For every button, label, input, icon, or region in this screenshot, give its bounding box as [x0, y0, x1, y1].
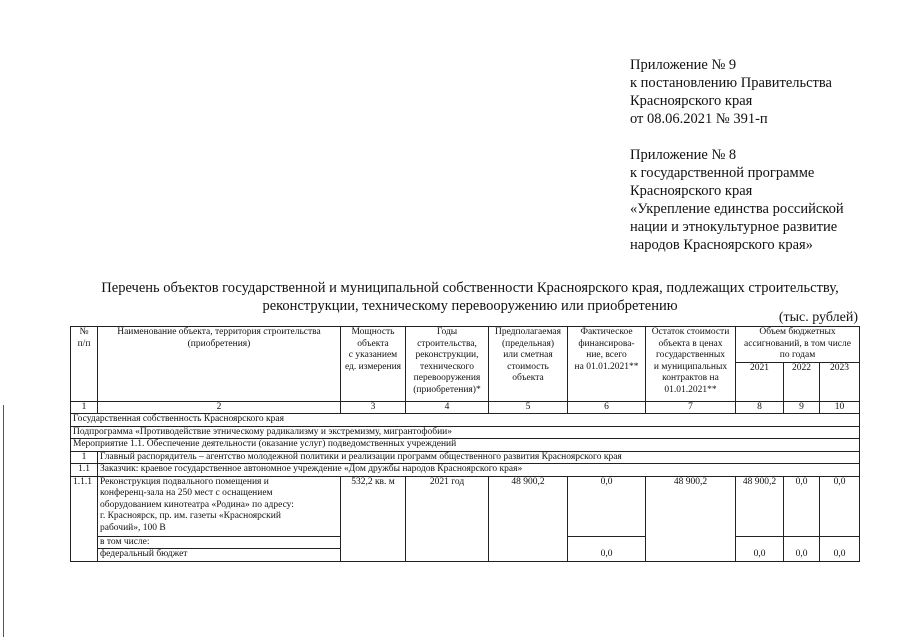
federal-label: федеральный бюджет — [98, 549, 341, 562]
object-name: Реконструкция подвального помещения и конференц-зала на 250 мест с оснащением оборудованием кинотеатра «Родина» по адресу: г. Красноярск, пр. им. газеты «Красноярский рабочий», 100 В — [98, 476, 341, 536]
table-row — [71, 439, 860, 452]
header-actual-financing: Фактическое финансирова- ние, всего на 01.01.2021** — [568, 327, 646, 402]
col-number: 6 — [568, 401, 646, 414]
including-2023 — [820, 536, 860, 549]
object-num: 1.1.1 — [71, 476, 98, 561]
annex-line: к постановлению Правительства — [630, 75, 832, 91]
row-measure: Мероприятие 1.1. Обеспечение деятельности (оказание услуг) подведомственных учреждений — [71, 439, 860, 452]
row-subprogram: Подпрограмма «Противодействие этническому радикализму и экстремизму, мигрантофобии» — [71, 426, 860, 439]
col-number: 4 — [406, 401, 489, 414]
federal-2022: 0,0 — [784, 549, 820, 562]
col-number: 8 — [736, 401, 784, 414]
column-number-row — [71, 401, 860, 414]
annex-line: нации и этнокультурное развитие — [630, 219, 838, 235]
annex-line: Красноярского края — [630, 93, 753, 109]
header-remaining-cost: Остаток стоимости объекта в ценах государственных и муниципальных контрактов на 01.01.2021** — [646, 327, 736, 402]
object-budget-2022: 0,0 — [784, 476, 820, 536]
row-manager-num: 1 — [71, 451, 98, 464]
document-title — [70, 279, 870, 315]
including-2021 — [736, 536, 784, 549]
header-year-2023: 2023 — [820, 362, 860, 401]
annex-resolution — [630, 56, 892, 128]
annex-line: Красноярского края — [630, 183, 753, 199]
object-budget-2021: 48 900,2 — [736, 476, 784, 536]
object-estimated-cost: 48 900,2 — [489, 476, 568, 561]
object-row — [71, 476, 860, 536]
row-customer: Заказчик: краевое государственное автономное учреждение «Дом дружбы народов Красноярского края» — [98, 464, 860, 477]
row-property: Государственная собственность Красноярского края — [71, 414, 860, 427]
title-line: реконструкции, техническому перевооружению или приобретению — [262, 298, 678, 314]
table-row — [71, 451, 860, 464]
title-line: Перечень объектов государственной и муниципальной собственности Красноярского края, подлежащих строительству, — [101, 280, 839, 296]
col-number: 1 — [71, 401, 98, 414]
annex-line: «Укрепление единства российской — [630, 201, 844, 217]
object-actual-financing: 0,0 — [568, 476, 646, 536]
row-customer-num: 1.1 — [71, 464, 98, 477]
including-label: в том числе: — [98, 536, 341, 549]
annex-line: Приложение № 9 — [630, 57, 737, 73]
header-num: № п/п — [71, 327, 98, 402]
federal-actual: 0,0 — [568, 549, 646, 562]
annex-program — [630, 146, 892, 254]
object-budget-2023: 0,0 — [820, 476, 860, 536]
col-number: 3 — [341, 401, 406, 414]
object-remaining-cost: 48 900,2 — [646, 476, 736, 561]
col-number: 10 — [820, 401, 860, 414]
header-budget: Объем бюджетных ассигнований, в том числе по годам — [736, 327, 860, 363]
col-number: 9 — [784, 401, 820, 414]
units-label: (тыс. рублей) — [778, 310, 858, 325]
table-row — [71, 426, 860, 439]
col-number: 7 — [646, 401, 736, 414]
annex-line: народов Красноярского края» — [630, 237, 813, 253]
header-capacity: Мощность объекта с указанием ед. измерения — [341, 327, 406, 402]
object-capacity: 532,2 кв. м — [341, 476, 406, 561]
object-years: 2021 год — [406, 476, 489, 561]
federal-2023: 0,0 — [820, 549, 860, 562]
header-row — [71, 327, 860, 363]
annex-line: Приложение № 8 — [630, 147, 737, 163]
row-manager: Главный распорядитель – агентство молодежной политики и реализации программ общественного развития Красноярского края — [98, 451, 860, 464]
annex-line: к государственной программе — [630, 165, 815, 181]
including-actual — [568, 536, 646, 549]
scan-edge-line — [3, 405, 4, 637]
objects-table — [70, 326, 860, 562]
annex-line: от 08.06.2021 № 391-п — [630, 111, 768, 127]
col-number: 2 — [98, 401, 341, 414]
annex-block — [630, 56, 892, 254]
federal-2021: 0,0 — [736, 549, 784, 562]
col-number: 5 — [489, 401, 568, 414]
including-2022 — [784, 536, 820, 549]
header-year-2022: 2022 — [784, 362, 820, 401]
table-row — [71, 464, 860, 477]
header-estimated-cost: Предполагаемая (предельная) или сметная стоимость объекта — [489, 327, 568, 402]
table-row — [71, 414, 860, 427]
header-name: Наименование объекта, территория строительства (приобретения) — [98, 327, 341, 402]
header-year-2021: 2021 — [736, 362, 784, 401]
header-years: Годы строительства, реконструкции, технического перевооружения (приобретения)* — [406, 327, 489, 402]
